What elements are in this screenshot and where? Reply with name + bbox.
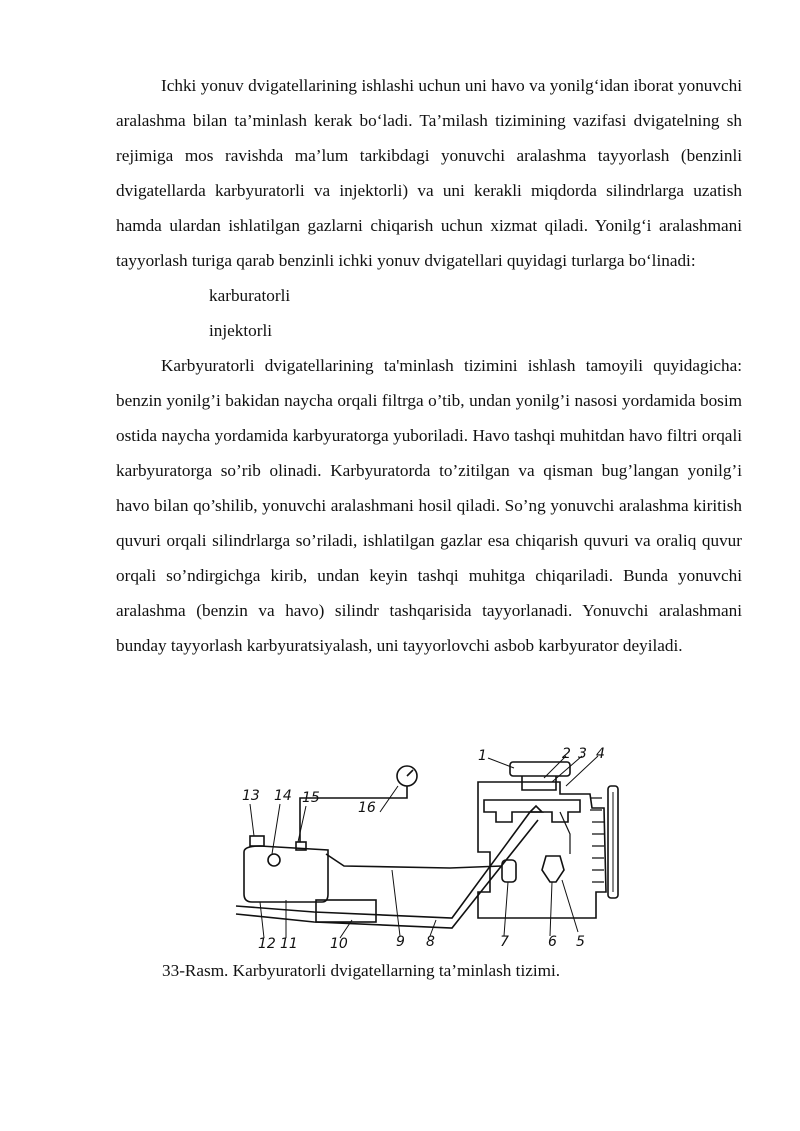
- tank-cap: [250, 836, 264, 846]
- fuel-system-diagram: [230, 742, 630, 960]
- label-3: 3: [578, 746, 587, 762]
- label-16: 16: [358, 800, 376, 816]
- label-14: 14: [274, 788, 292, 804]
- label-6: 6: [548, 934, 557, 950]
- label-8: 8: [426, 934, 435, 950]
- page-text: [116, 68, 742, 663]
- figure-caption: 33-Rasm. Karbyuratorli dvigatellarning ta’minlash tizimi.: [162, 961, 561, 980]
- fuel-pump: [542, 856, 564, 882]
- paragraph-principle: Karbyuratorli dvigatellarining ta'minlash tizimini ishlash tamoyili quyidagicha: benzin yonilg’i bakidan naycha orqali filtrga o’tib, undan yonilg’i nasosi yordamida bosim ostida naycha yordamida karbyuratorga yuboriladi. Havo tashqi muhitdan havo filtri orqali karbyuratorga so’rib olinadi. Karbyuratorda to’zitilgan va qisman bug’langan yonilg’i havo bilan qo’shilib, yonuvchi aralashmani hosil qiladi. So’ng yonuvchi aralashma kiritish quvuri orqali silindrlarga so’riladi, ishlatilgan gazlar esa chiqarish quvuri va oraliq quvur orqali so’ndirgichga kirib, undan keyin tashqi muhitga chiqariladi. Bunda yonuvchi aralashma (benzin va havo) silindr tashqarisida tayyorlanadi. Yonuvchi aralashmani bunday tayyorlash karbyuratsiyalash, uni tayyorlovchi asbob karbyurator deyiladi.: [116, 356, 742, 655]
- label-7: 7: [500, 934, 509, 950]
- engine-block: [478, 782, 606, 918]
- label-12: 12: [258, 936, 276, 952]
- fuel-line: [326, 854, 502, 868]
- label-10: 10: [330, 936, 348, 952]
- diagram-svg: [230, 742, 630, 960]
- label-4: 4: [596, 746, 605, 762]
- label-13: 13: [242, 788, 260, 804]
- paragraph-intro: Ichki yonuv dvigatellarining ishlashi uchun uni havo va yonilg‘idan iborat yonuvchi aralashma bilan ta’minlash kerak bo‘ladi. Ta’milash tizimining vazifasi dvigatelning sh rejimiga mos ravishda ma’lum tarkibdagi yonuvchi aralashma tayyorlash (benzinli dvigatellarda karbyuratorli va injektorli) va uni kerakli miqdorda silindrlarga uzatish hamda ulardan ishlatilgan gazlarni chiqarish uchun xizmat qiladi. Yonilg‘i aralashmani tayyorlash turiga qarab benzinli ichki yonuv dvigatellari quyidagi turlarga bo‘linadi:: [116, 76, 742, 270]
- label-15: 15: [302, 790, 320, 806]
- list-item-injektorli: injektorli: [209, 321, 273, 340]
- list-item-karburatorli: karburatorli: [209, 286, 291, 305]
- label-2: 2: [562, 746, 571, 762]
- tank-sender: [268, 854, 280, 866]
- muffler: [316, 900, 376, 922]
- label-9: 9: [396, 934, 405, 950]
- engine-fins: [590, 798, 604, 882]
- label-1: 1: [478, 748, 487, 764]
- fuel-tank: [244, 846, 328, 902]
- label-11: 11: [280, 936, 298, 952]
- label-5: 5: [576, 934, 585, 950]
- exhaust-pipe-bottom: [236, 820, 538, 928]
